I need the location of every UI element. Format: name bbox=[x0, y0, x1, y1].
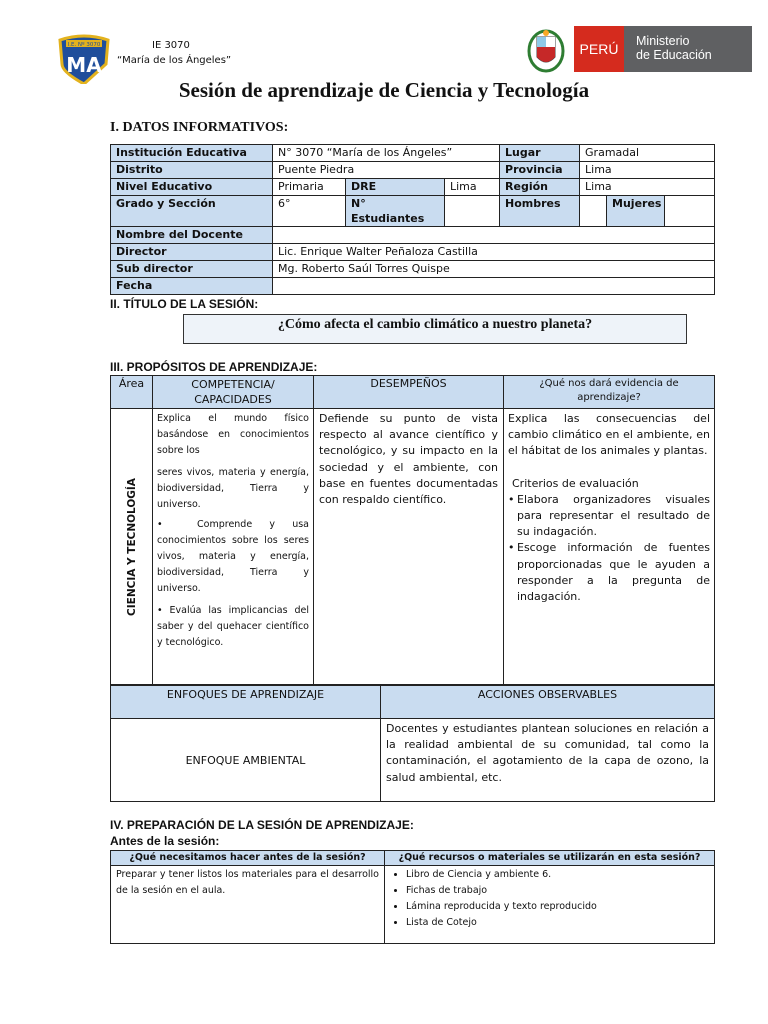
capacidad-text: Comprende y usa conocimientos sobre los seres vivos, materia y energía, biodiversidad, Tierra y universo. bbox=[157, 519, 309, 594]
svg-text:MA: MA bbox=[66, 53, 102, 77]
competencia-text-2: seres vivos, materia y energía, biodiversidad, Tierra y universo. bbox=[157, 467, 309, 510]
materials-list bbox=[390, 867, 709, 931]
ministry-logo bbox=[574, 26, 752, 72]
criterio-item bbox=[508, 492, 710, 541]
col-area-header: Área bbox=[111, 376, 153, 409]
estudiantes-label: N° Estudiantes bbox=[346, 196, 445, 227]
session-title: ¿Cómo afecta el cambio climático a nuestro planeta? bbox=[277, 317, 593, 332]
grado-label: Grado y Sección bbox=[111, 196, 273, 227]
competencia-text-1: Explica el mundo físico basándose en conocimientos sobre los bbox=[157, 413, 309, 456]
institucion-label: Institución Educativa bbox=[111, 145, 273, 162]
preparacion-table bbox=[110, 850, 715, 944]
area-cell bbox=[111, 409, 153, 685]
prep-right-header: ¿Qué recursos o materiales se utilizarán en esta sesión? bbox=[385, 851, 715, 866]
enfoques-table bbox=[110, 685, 715, 802]
section4-subheading: Antes de la sesión: bbox=[110, 834, 220, 848]
bullet-icon: • bbox=[157, 605, 163, 616]
bullet-icon: • bbox=[157, 519, 163, 530]
lugar-value: Gramadal bbox=[580, 145, 715, 162]
school-code: IE 3070 bbox=[152, 40, 190, 51]
enfoque-cell: ENFOQUE AMBIENTAL bbox=[111, 719, 381, 802]
dre-label: DRE bbox=[346, 179, 445, 196]
session-title-box bbox=[183, 314, 687, 344]
estudiantes-value bbox=[445, 196, 500, 227]
material-item: • Lámina reproducida y texto reproducido bbox=[406, 899, 709, 915]
bullet-icon: • bbox=[508, 492, 515, 506]
datos-table bbox=[110, 144, 715, 295]
ministry-line1: Ministerio bbox=[636, 34, 690, 48]
propositos-table bbox=[110, 375, 715, 685]
capacidad-item bbox=[157, 517, 309, 597]
region-value: Lima bbox=[580, 179, 715, 196]
mujeres-label: Mujeres bbox=[607, 196, 665, 227]
ministry-line2: de Educación bbox=[636, 48, 712, 62]
subdirector-value: Mg. Roberto Saúl Torres Quispe bbox=[273, 261, 715, 278]
fecha-label: Fecha bbox=[111, 278, 273, 295]
nivel-value: Primaria bbox=[273, 179, 346, 196]
director-label: Director bbox=[111, 244, 273, 261]
fecha-value bbox=[273, 278, 715, 295]
col-desempenos-header: DESEMPEÑOS bbox=[314, 376, 504, 409]
svg-text:I.E. Nº 3070: I.E. Nº 3070 bbox=[67, 42, 101, 48]
enfoques-header: ENFOQUES DE APRENDIZAJE bbox=[111, 686, 381, 719]
section1-heading: I. DATOS INFORMATIVOS: bbox=[110, 120, 289, 135]
capacidad-item bbox=[157, 603, 309, 651]
institucion-value: N° 3070 “María de los Ángeles” bbox=[273, 145, 500, 162]
provincia-value: Lima bbox=[580, 162, 715, 179]
mujeres-value bbox=[665, 196, 715, 227]
section4-heading: IV. PREPARACIÓN DE LA SESIÓN DE APRENDIZAJE: bbox=[110, 818, 414, 832]
dre-value: Lima bbox=[445, 179, 500, 196]
material-item: • Lista de Cotejo bbox=[406, 915, 709, 931]
desempeno-cell bbox=[314, 409, 504, 685]
provincia-label: Provincia bbox=[500, 162, 580, 179]
section3-heading: III. PROPÓSITOS DE APRENDIZAJE: bbox=[110, 360, 318, 374]
region-label: Región bbox=[500, 179, 580, 196]
prep-left-header: ¿Qué necesitamos hacer antes de la sesión? bbox=[111, 851, 385, 866]
capacidades-list bbox=[157, 517, 309, 651]
distrito-value: Puente Piedra bbox=[273, 162, 500, 179]
section2-heading: II. TÍTULO DE LA SESIÓN: bbox=[110, 297, 259, 311]
criterio-item bbox=[508, 540, 710, 605]
material-item: • Libro de Ciencia y ambiente 6. bbox=[406, 867, 709, 883]
materials-cell bbox=[385, 866, 715, 944]
bullet-icon: • bbox=[508, 541, 515, 555]
docente-value bbox=[273, 227, 715, 244]
grado-value: 6° bbox=[273, 196, 346, 227]
school-logo bbox=[56, 34, 112, 84]
peru-label: PERÚ bbox=[574, 26, 624, 72]
capacidad-text: Evalúa las implicancias del saber y del quehacer científico y tecnológico. bbox=[157, 605, 309, 648]
subdirector-label: Sub director bbox=[111, 261, 273, 278]
criterio-text: Escoge información de fuentes proporcionadas que le ayuden a responder a la pregunta de indagación. bbox=[517, 541, 710, 604]
school-name: “María de los Ángeles” bbox=[117, 55, 232, 66]
acciones-header: ACCIONES OBSERVABLES bbox=[381, 686, 715, 719]
distrito-label: Distrito bbox=[111, 162, 273, 179]
docente-label: Nombre del Docente bbox=[111, 227, 273, 244]
col-competencia-header: COMPETENCIA/ CAPACIDADES bbox=[153, 376, 314, 409]
area-vertical-label: CIENCIA Y TECNOLOGÍA bbox=[125, 477, 138, 616]
page-title: Sesión de aprendizaje de Ciencia y Tecnología bbox=[178, 78, 590, 102]
hombres-value bbox=[580, 196, 607, 227]
director-value: Lic. Enrique Walter Peñaloza Castilla bbox=[273, 244, 715, 261]
material-item: • Fichas de trabajo bbox=[406, 883, 709, 899]
criterios-heading: Criterios de evaluación bbox=[512, 476, 639, 490]
desempeno-text: Defiende su punto de vista respecto al avance científico y tecnológico, y su impacto en la sociedad y el ambiente, con base en fuentes documentadas con respaldo científico. bbox=[319, 412, 498, 507]
evidencia-cell bbox=[504, 409, 715, 685]
hombres-label: Hombres bbox=[500, 196, 580, 227]
evidencia-text: Explica las consecuencias del cambio climático en el ambiente, en el hábitat de los animales y plantas. bbox=[508, 412, 710, 458]
col-evidencia-header: ¿Qué nos dará evidencia de aprendizaje? bbox=[504, 376, 715, 409]
nivel-label: Nivel Educativo bbox=[111, 179, 273, 196]
peru-coat-of-arms-icon bbox=[527, 27, 565, 73]
prep-left-text: Preparar y tener listos los materiales para el desarrollo de la sesión en el aula. bbox=[111, 866, 385, 944]
criterio-text: Elabora organizadores visuales para representar el resultado de su indagación. bbox=[517, 492, 710, 539]
competencia-cell bbox=[153, 409, 314, 685]
lugar-label: Lugar bbox=[500, 145, 580, 162]
acciones-cell: Docentes y estudiantes plantean soluciones en relación a la realidad ambiental de su comunidad, tal como la contaminación, el agotamiento de la capa de ozono, la salud ambiental, etc. bbox=[381, 719, 715, 802]
